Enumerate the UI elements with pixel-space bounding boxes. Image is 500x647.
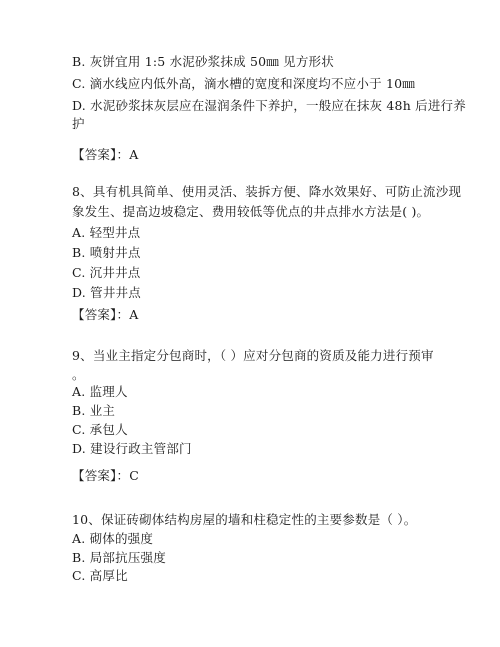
q10-option-c: C. 高厚比 (72, 568, 128, 583)
q9-stem-line-1: 9、当业主指定分包商时，（ ）应对分包商的资质及能力进行预审 (72, 348, 434, 363)
q8-answer-label: 【答案】：A (72, 307, 139, 322)
answer-label: 【答案】：A (72, 147, 139, 162)
option-d-line-1: D. 水泥砂浆抹灰层应在湿润条件下养护，一般应在抹灰 48h 后进行养 (72, 98, 466, 113)
option-b: B. 灰饼宜用 1:5 水泥砂浆抹成 50㎜ 见方形状 (72, 54, 334, 69)
q9-answer-label: 【答案】：C (72, 468, 140, 483)
option-d-line-2: 护 (72, 116, 85, 131)
q9-option-b: B. 业主 (72, 403, 116, 418)
q8-option-d: D. 管井井点 (72, 285, 141, 300)
q8-stem-line-2: 象发生、提高边坡稳定、费用较低等优点的井点排水方法是( )。 (72, 204, 430, 219)
q9-option-d: D. 建设行政主管部门 (72, 441, 192, 456)
q8-stem-line-1: 8、具有机具简单、使用灵活、装拆方便、降水效果好、可防止流沙现 (72, 184, 462, 199)
q9-option-c: C. 承包人 (72, 422, 128, 437)
option-c: C. 滴水线应内低外高，滴水槽的宽度和深度均不应小于 10㎜ (72, 76, 415, 91)
q8-option-c: C. 沉井井点 (72, 265, 141, 280)
q8-option-b: B. 喷射井点 (72, 245, 141, 260)
q9-option-a: A. 监理人 (72, 384, 128, 399)
q10-option-a: A. 砌体的强度 (72, 531, 154, 546)
q10-stem-line-1: 10、保证砖砌体结构房屋的墙和柱稳定性的主要参数是（ ）。 (72, 512, 417, 527)
q10-option-b: B. 局部抗压强度 (72, 550, 166, 565)
q9-stem-line-2: 。 (72, 367, 85, 382)
q8-option-a: A. 轻型井点 (72, 225, 141, 240)
